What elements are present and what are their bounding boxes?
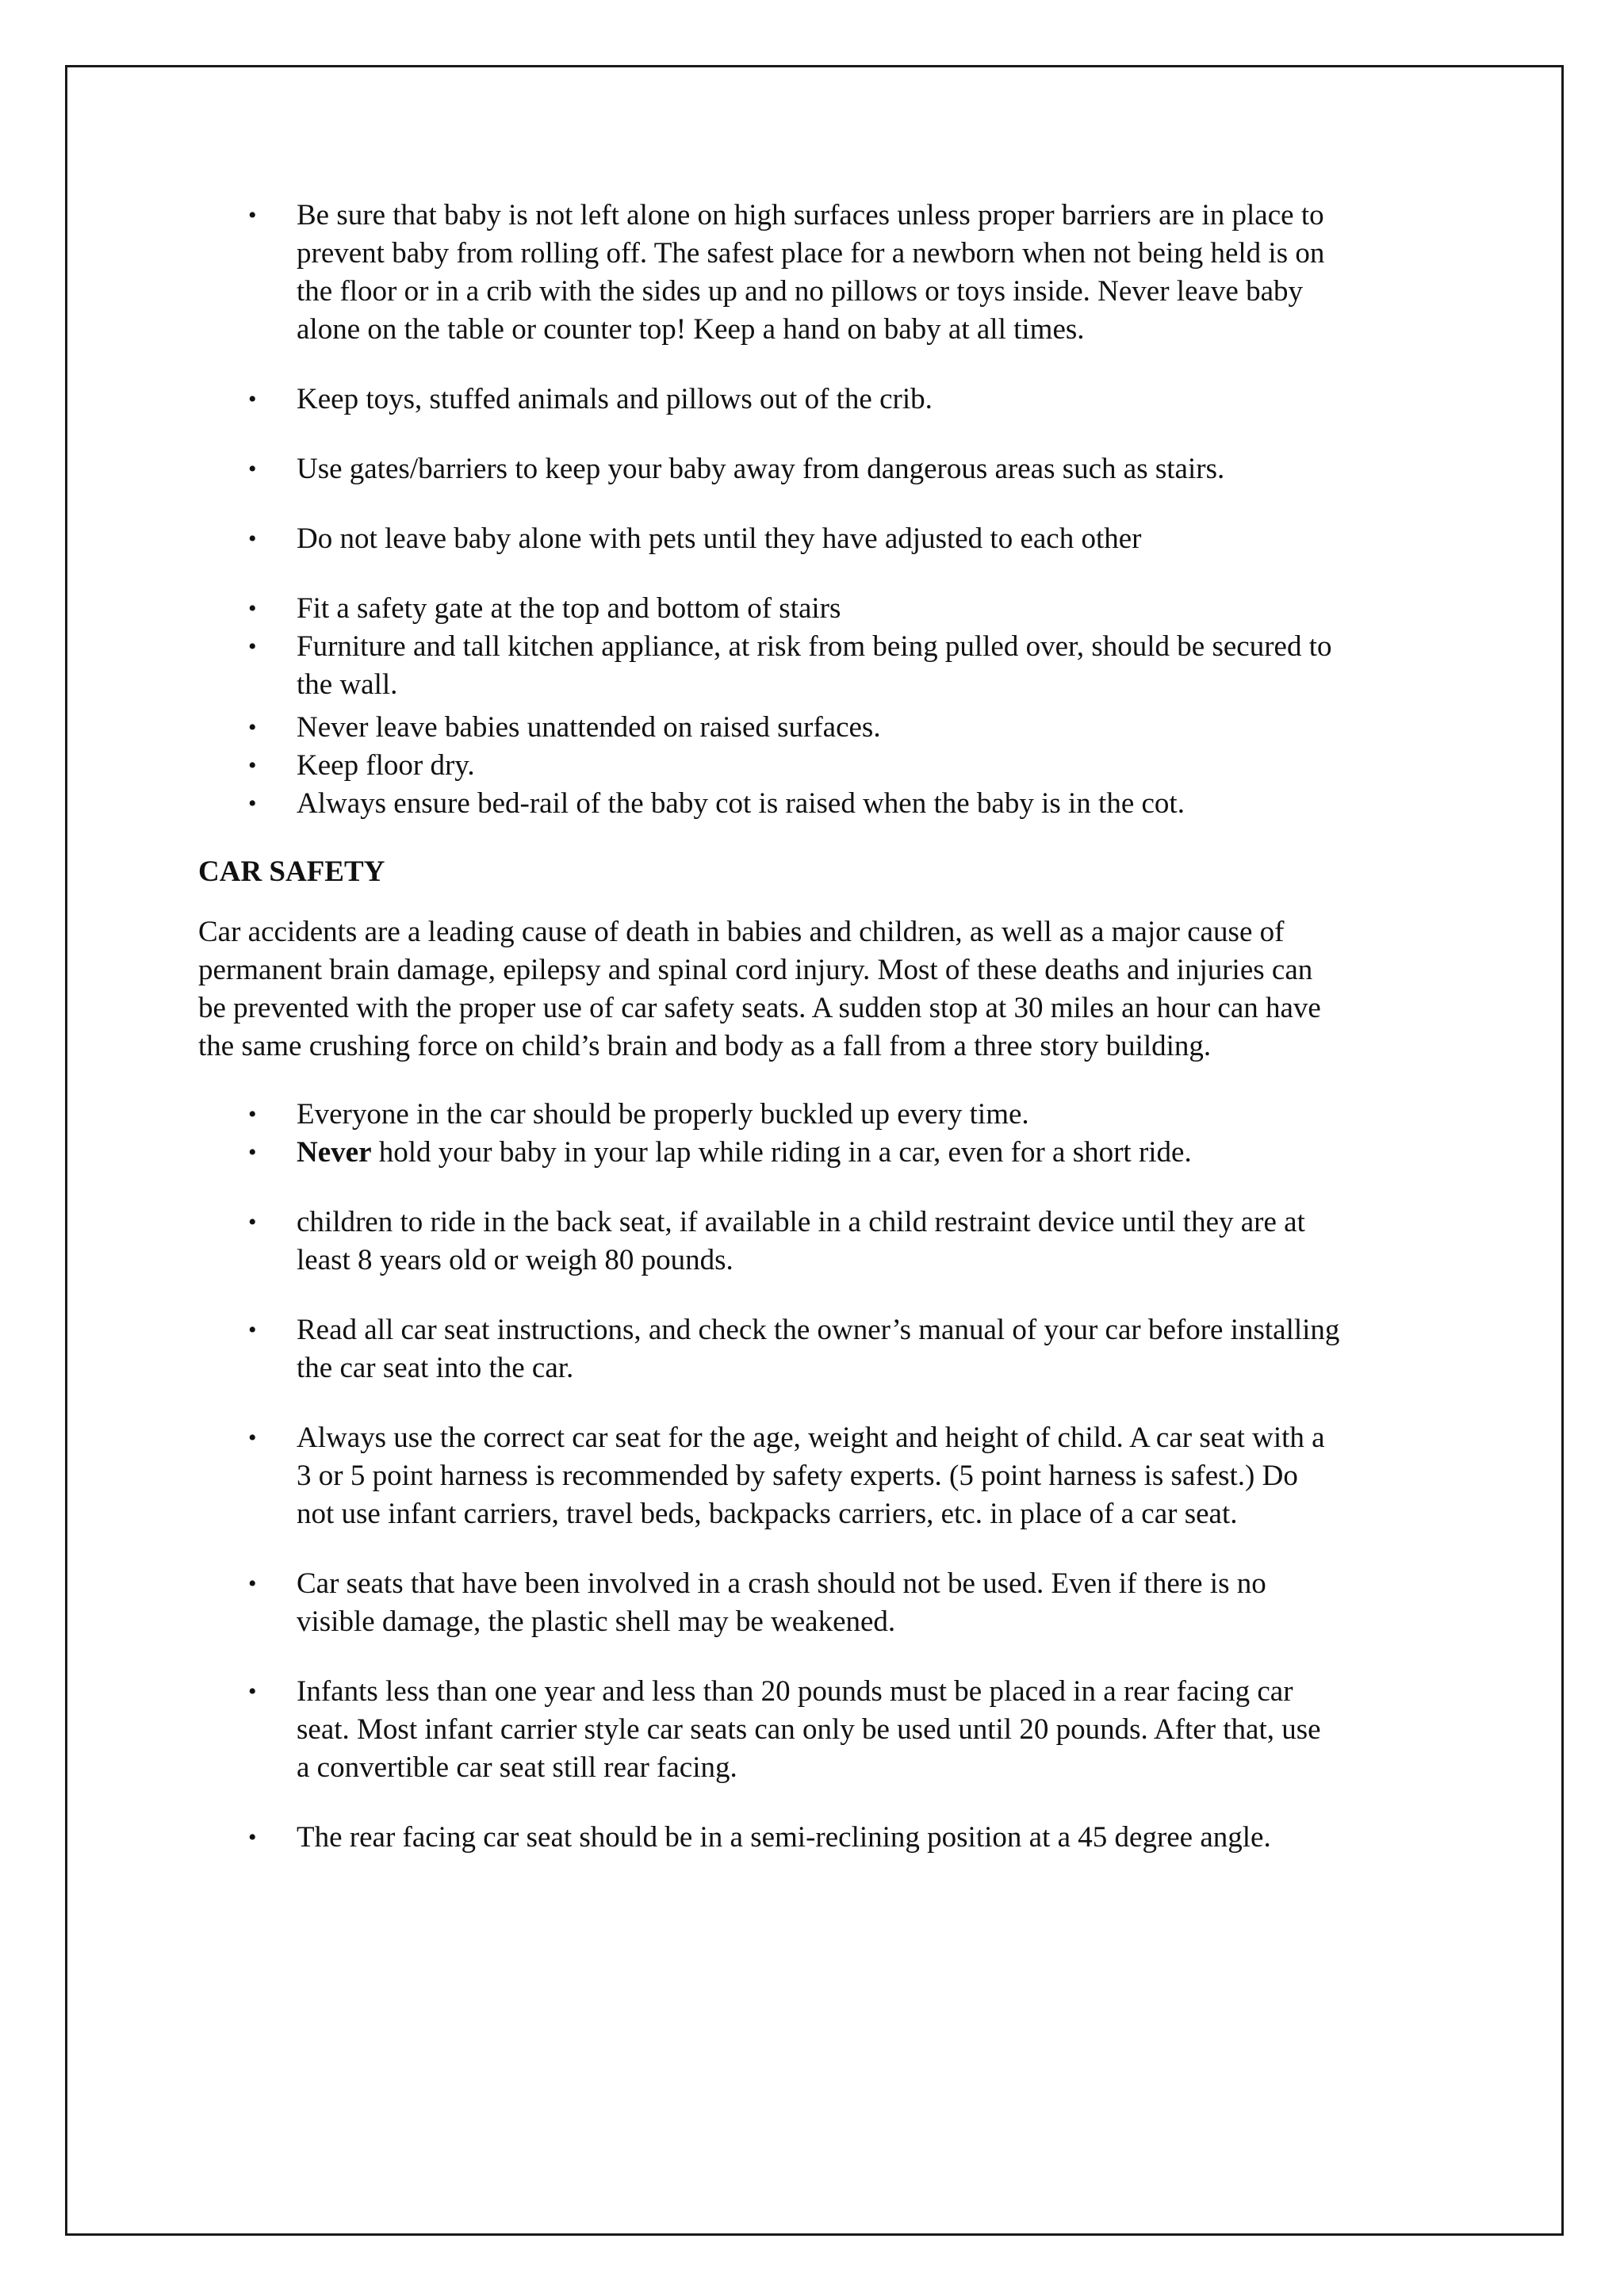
- document-body: [198, 197, 1340, 1857]
- list-item: [198, 1134, 1340, 1172]
- list-item-text: Keep toys, stuffed animals and pillows out of the crib.: [297, 383, 933, 415]
- list-item-text: Always ensure bed-rail of the baby cot is raised when the baby is in the cot.: [297, 787, 1185, 820]
- list-item: [198, 1096, 1340, 1134]
- list-item-text: Everyone in the car should be properly buckled up every time.: [297, 1098, 1029, 1131]
- bullet-icon: •: [248, 1824, 257, 1850]
- safety-list-home: [198, 197, 1340, 823]
- bullet-icon: •: [248, 595, 257, 622]
- safety-list-car: [198, 1096, 1340, 1857]
- list-item: [198, 1673, 1340, 1787]
- list-item-text: Never leave babies unattended on raised surfaces.: [297, 711, 881, 744]
- list-item-text: Fit a safety gate at the top and bottom of stairs: [297, 592, 841, 625]
- list-item: [198, 1419, 1340, 1533]
- list-item: [198, 1311, 1340, 1387]
- bullet-icon: •: [248, 790, 257, 817]
- list-item: [198, 450, 1340, 488]
- section-paragraph: Car accidents are a leading cause of death in babies and children, as well as a major cause of permanent brain damage, epilepsy and spinal cord injury. Most of these deaths and injuries can be prevented with the proper use of car safety seats. A sudden stop at 30 miles an hour can have the same crushing force on child’s brain and body as a fall from a three story building.: [198, 916, 1321, 1062]
- bullet-icon: •: [248, 1101, 257, 1127]
- list-item-text: Keep floor dry.: [297, 749, 475, 782]
- list-item: [198, 1565, 1340, 1641]
- list-item-text: Always use the correct car seat for the age, weight and height of child. A car seat with a 3 or 5 point harness is recommended by safety experts. (5 point harness is safest.) Do not use infant carriers, travel beds, backpacks carriers, etc. in place of a car seat.: [297, 1422, 1325, 1530]
- bullet-icon: •: [248, 202, 257, 228]
- list-item: [198, 747, 1340, 785]
- bullet-icon: •: [248, 526, 257, 552]
- bullet-icon: •: [248, 752, 257, 779]
- list-item-emphasis: Never: [297, 1136, 372, 1169]
- list-item-text: The rear facing car seat should be in a semi-reclining position at a 45 degree angle.: [297, 1821, 1271, 1854]
- bullet-icon: •: [248, 714, 257, 740]
- bullet-icon: •: [248, 1139, 257, 1165]
- bullet-icon: •: [248, 386, 257, 412]
- list-item-text: Use gates/barriers to keep your baby away from dangerous areas such as stairs.: [297, 453, 1225, 485]
- list-item: [198, 628, 1340, 704]
- list-item-text: Furniture and tall kitchen appliance, at risk from being pulled over, should be secured to the wall.: [297, 630, 1332, 701]
- bullet-icon: •: [248, 1317, 257, 1343]
- bullet-icon: •: [248, 1425, 257, 1451]
- list-item: [198, 590, 1340, 628]
- list-item-text: children to ride in the back seat, if available in a child restraint device until they are at least 8 years old or weigh 80 pounds.: [297, 1206, 1305, 1276]
- bullet-icon: •: [248, 633, 257, 660]
- list-item: [198, 709, 1340, 747]
- bullet-icon: •: [248, 1209, 257, 1235]
- list-item-text: Be sure that baby is not left alone on high surfaces unless proper barriers are in place to prevent baby from rolling off. The safest place for a newborn when not being held is on the floor or in a crib with the sides up and no pillows or toys inside. Never leave baby alone on the table or counter top! Keep a hand on baby at all times.: [297, 199, 1325, 346]
- bullet-icon: •: [248, 456, 257, 482]
- list-item: [198, 785, 1340, 823]
- bullet-icon: •: [248, 1678, 257, 1705]
- list-item: [198, 1203, 1340, 1280]
- list-item: [198, 381, 1340, 419]
- list-item-text: hold your baby in your lap while riding in a car, even for a short ride.: [371, 1136, 1192, 1169]
- list-item: [198, 1819, 1340, 1857]
- section-heading: CAR SAFETY: [198, 855, 385, 888]
- list-item-text: Car seats that have been involved in a crash should not be used. Even if there is no visible damage, the plastic shell may be weakened.: [297, 1567, 1266, 1638]
- bullet-icon: •: [248, 1571, 257, 1597]
- list-item-text: Read all car seat instructions, and check the owner’s manual of your car before installing the car seat into the car.: [297, 1314, 1340, 1384]
- list-item-text: Infants less than one year and less than 20 pounds must be placed in a rear facing car seat. Most infant carrier style car seats can only be used until 20 pounds. After that, use a convertible car seat still rear facing.: [297, 1675, 1321, 1784]
- list-item-text: Do not leave baby alone with pets until they have adjusted to each other: [297, 522, 1142, 555]
- list-item: [198, 520, 1340, 558]
- list-item: [198, 197, 1340, 349]
